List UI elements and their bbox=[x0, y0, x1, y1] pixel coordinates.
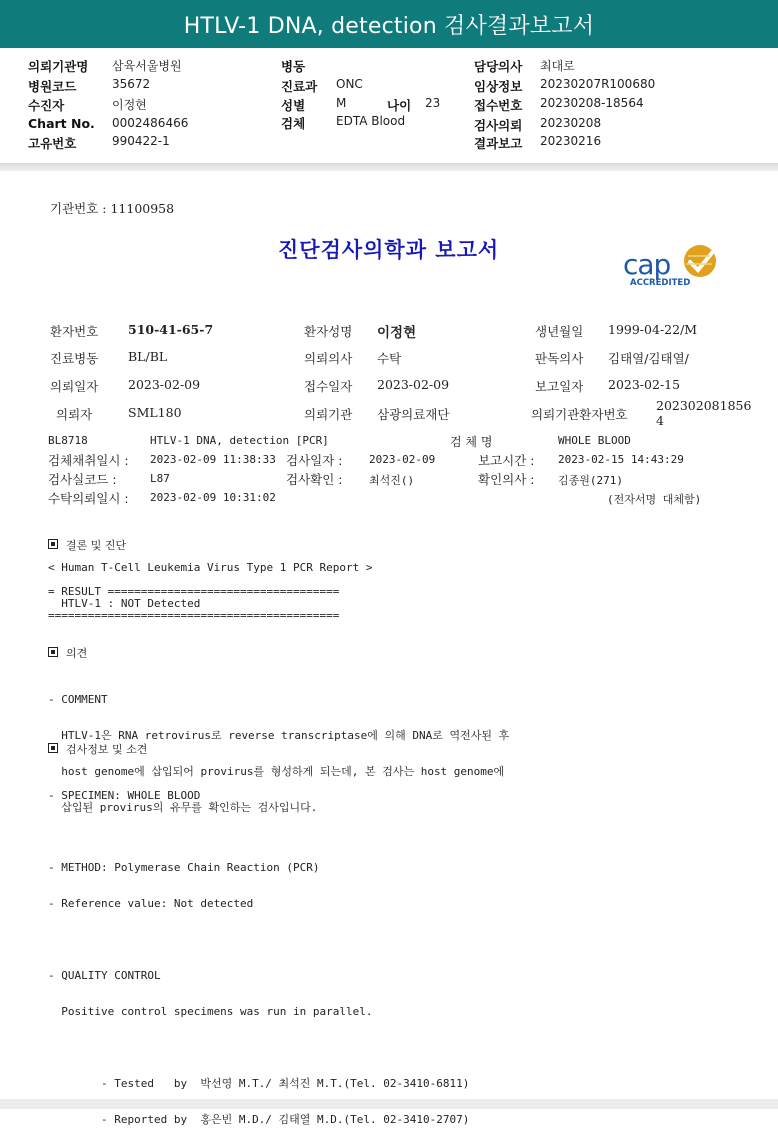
page-title: HTLV-1 DNA, detection 검사결과보고서 bbox=[183, 13, 595, 39]
header-value-chart-no: 0002486466 bbox=[112, 116, 189, 130]
info-line: - QUALITY CONTROL bbox=[48, 969, 161, 982]
label-requester: 의뢰자 bbox=[56, 407, 93, 422]
title-bar bbox=[0, 0, 778, 48]
header-label-clinical-info: 임상정보 bbox=[474, 79, 523, 94]
info-line: - Tested by 박선영 M.T./ 최석진 M.T.(Tel. 02-3410-6811) bbox=[48, 1077, 470, 1090]
conclusion-line: HTLV-1 : NOT Detected bbox=[48, 597, 201, 610]
value-patient-no: 510-41-65-7 bbox=[128, 322, 214, 337]
test-code: BL8718 bbox=[48, 434, 88, 447]
value-institution-patient-no-cont: 4 bbox=[656, 413, 664, 428]
header-value-age: 23 bbox=[425, 96, 441, 110]
info-line bbox=[48, 934, 469, 946]
opinion-line: host genome에 삽입되어 provirus를 형성하게 되는데, 본 검사는 host genome에 bbox=[48, 765, 505, 778]
value-patient-name: 이정현 bbox=[377, 325, 417, 341]
header-label-unique-no: 고유번호 bbox=[28, 136, 77, 151]
header-value-hospital-code: 35672 bbox=[112, 77, 151, 91]
value-requesting-doctor: 수탁 bbox=[377, 351, 402, 366]
header-label-ward: 병동 bbox=[281, 59, 306, 74]
section-bullet-icon bbox=[48, 743, 58, 753]
header-label-hospital-code: 병원코드 bbox=[28, 79, 77, 94]
value-request-date: 2023-02-09 bbox=[128, 377, 201, 392]
section-info-heading bbox=[48, 741, 147, 757]
section-opinion-title: 의견 bbox=[66, 647, 88, 660]
section-bullet-icon bbox=[48, 647, 58, 657]
value-specimen-name: WHOLE BLOOD bbox=[558, 434, 631, 447]
cap-logo-text: cap bbox=[623, 248, 671, 281]
header-value-doctor: 최대로 bbox=[540, 59, 575, 73]
label-test-date: 검사일자 : bbox=[286, 453, 343, 468]
conclusion-line: = RESULT =================================== bbox=[48, 585, 340, 598]
info-line: - METHOD: Polymerase Chain Reaction (PCR) bbox=[48, 861, 320, 874]
section-info-body bbox=[48, 766, 469, 1138]
section-conclusion-body bbox=[48, 562, 373, 622]
label-receipt-date: 접수일자 bbox=[304, 379, 353, 394]
opinion-line: HTLV-1은 RNA retrovirus로 reverse transcriptase에 의해 DNA로 역전사된 후 bbox=[48, 729, 510, 742]
label-ward: 진료병동 bbox=[50, 351, 99, 366]
value-test-date: 2023-02-09 bbox=[369, 453, 436, 466]
label-requesting-doctor: 의뢰의사 bbox=[304, 351, 353, 366]
value-reading-doctor: 김태열/김태열/ bbox=[608, 351, 689, 366]
cap-logo-subtext: ACCREDITED bbox=[630, 278, 691, 288]
info-line bbox=[48, 826, 469, 838]
label-specimen-name: 검 체 명 bbox=[450, 435, 493, 449]
value-requesting-institution: 삼광의료재단 bbox=[377, 407, 450, 422]
label-institution-patient-no: 의뢰기관환자번호 bbox=[531, 407, 628, 422]
label-patient-name: 환자성명 bbox=[304, 324, 353, 339]
header-value-receipt-no: 20230208-18564 bbox=[540, 96, 644, 110]
value-report-date: 2023-02-15 bbox=[608, 377, 681, 392]
header-value-patient: 이정현 bbox=[112, 98, 147, 112]
label-lab-code: 검사실코드 : bbox=[48, 472, 117, 487]
label-outsourced-request-time: 수탁의뢰일시 : bbox=[48, 491, 129, 506]
header-label-doctor: 담당의사 bbox=[474, 59, 523, 74]
label-report-date: 보고일자 bbox=[535, 379, 584, 394]
value-lab-code: L87 bbox=[150, 472, 170, 485]
header-label-request-date: 검사의뢰 bbox=[474, 118, 523, 133]
section-bullet-icon bbox=[48, 539, 58, 549]
label-report-time: 보고시간 : bbox=[478, 453, 535, 468]
value-institution-patient-no: 202302081856 bbox=[656, 398, 752, 413]
header-value-specimen: EDTA Blood bbox=[336, 114, 406, 128]
header-value-department: ONC bbox=[336, 77, 363, 91]
header-value-result-date: 20230216 bbox=[540, 134, 602, 148]
header-value-clinical-info: 20230207R100680 bbox=[540, 77, 656, 91]
label-confirm-doctor: 확인의사 : bbox=[478, 472, 535, 487]
label-collection-time: 검체채취일시 : bbox=[48, 453, 129, 468]
info-line: - Reported by 홍은빈 M.D./ 김태열 M.D.(Tel. 02-3410-2707) bbox=[48, 1113, 470, 1126]
footer-band bbox=[0, 1099, 778, 1109]
header-value-request-date: 20230208 bbox=[540, 116, 602, 130]
test-name: HTLV-1 DNA, detection [PCR] bbox=[150, 434, 329, 447]
section-conclusion-heading bbox=[48, 537, 126, 553]
header-label-sex: 성별 bbox=[281, 98, 306, 113]
value-collection-time: 2023-02-09 11:38:33 bbox=[150, 453, 276, 466]
header-value-unique-no: 990422-1 bbox=[112, 134, 170, 148]
cap-accredited-logo bbox=[620, 242, 724, 290]
report-title: 진단검사의학과 보고서 bbox=[278, 238, 500, 262]
value-birthdate: 1999-04-22/M bbox=[608, 322, 698, 337]
info-line: - Reference value: Not detected bbox=[48, 897, 254, 910]
info-line bbox=[48, 1042, 469, 1054]
section-info-title: 검사정보 및 소견 bbox=[66, 743, 148, 756]
conclusion-line: ============================================ bbox=[48, 609, 340, 622]
signature-note: (전자서명 대체함) bbox=[607, 493, 702, 506]
label-test-confirm: 검사확인 : bbox=[286, 472, 343, 487]
header-label-patient: 수진자 bbox=[28, 98, 65, 113]
header-info bbox=[0, 48, 778, 166]
value-requester: SML180 bbox=[128, 405, 182, 420]
header-value-institution: 삼육서울병원 bbox=[112, 59, 182, 73]
header-label-specimen: 검체 bbox=[281, 116, 306, 131]
header-label-result-date: 결과보고 bbox=[474, 136, 523, 151]
conclusion-line: < Human T-Cell Leukemia Virus Type 1 PCR Report > bbox=[48, 561, 373, 574]
header-divider bbox=[0, 163, 778, 171]
value-ward: BL/BL bbox=[128, 349, 168, 364]
value-receipt-date: 2023-02-09 bbox=[377, 377, 450, 392]
section-conclusion-title: 결론 및 진단 bbox=[66, 539, 127, 552]
value-confirm-doctor: 김종원(271) bbox=[558, 474, 623, 487]
header-label-chart-no: Chart No. bbox=[28, 116, 95, 131]
opinion-line: 삽입된 provirus의 유무를 확인하는 검사입니다. bbox=[48, 801, 318, 814]
value-report-time: 2023-02-15 14:43:29 bbox=[558, 453, 684, 466]
header-label-department: 진료과 bbox=[281, 79, 318, 94]
section-opinion-heading bbox=[48, 645, 87, 661]
value-test-confirm: 최석진() bbox=[369, 474, 415, 487]
opinion-line: - COMMENT bbox=[48, 693, 108, 706]
header-label-age: 나이 bbox=[387, 98, 412, 113]
header-label-receipt-no: 접수번호 bbox=[474, 98, 523, 113]
header-value-sex: M bbox=[336, 96, 347, 110]
label-requesting-institution: 의뢰기관 bbox=[304, 407, 353, 422]
label-reading-doctor: 판독의사 bbox=[535, 351, 584, 366]
institution-number: 기관번호 : 11100958 bbox=[50, 201, 175, 216]
info-line: - SPECIMEN: WHOLE BLOOD bbox=[48, 789, 201, 802]
label-birthdate: 생년월일 bbox=[535, 324, 584, 339]
value-outsourced-request-time: 2023-02-09 10:31:02 bbox=[150, 491, 276, 504]
header-label-institution: 의뢰기관명 bbox=[28, 59, 89, 74]
label-request-date: 의뢰일자 bbox=[50, 379, 99, 394]
label-patient-no: 환자번호 bbox=[50, 324, 99, 339]
info-line: Positive control specimens was run in parallel. bbox=[48, 1005, 373, 1018]
